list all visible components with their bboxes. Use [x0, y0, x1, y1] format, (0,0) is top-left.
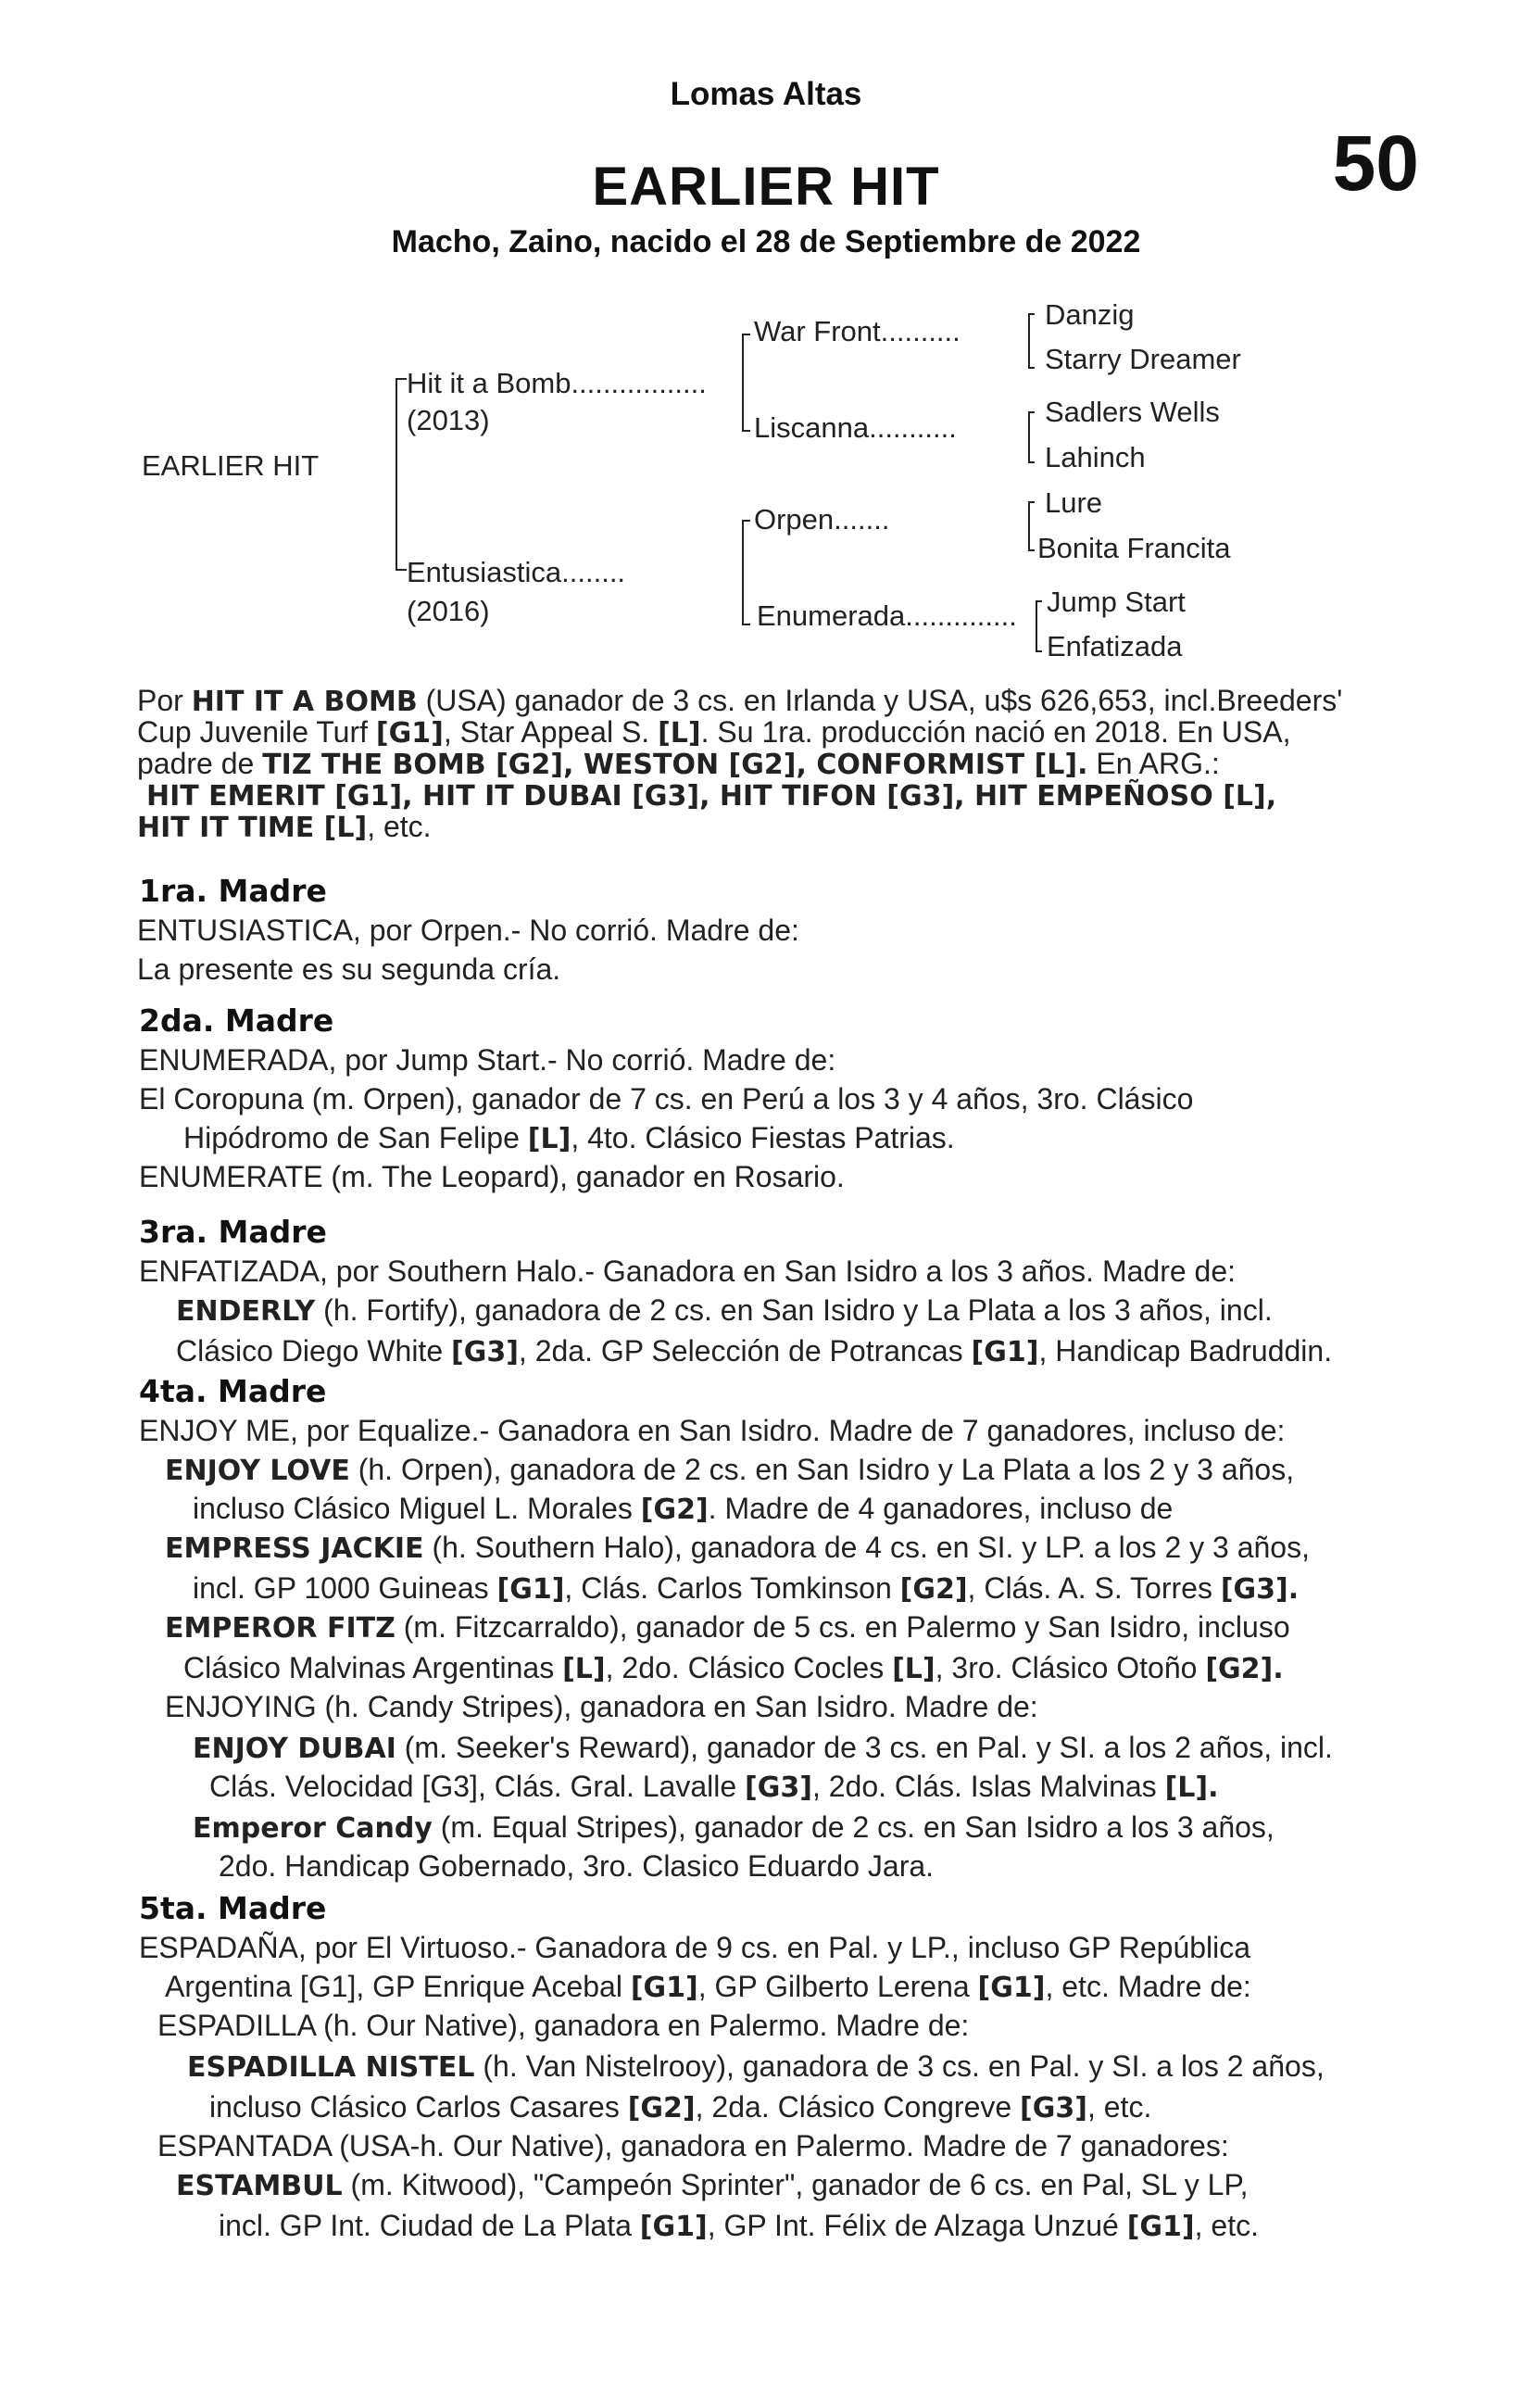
dam-line: ESPADILLA NISTEL (h. Van Nistelrooy), ganadora de 3 cs. en Pal. y SI. a los 2 años, [187, 2049, 1325, 2084]
bracket-line [1036, 600, 1042, 602]
bracket-line [742, 430, 750, 432]
dam-line: incl. GP Int. Ciudad de La Plata [G1], GP Int. Félix de Alzaga Unzué [G1], etc. [219, 2209, 1259, 2243]
pedigree-sds: Sadlers Wells [1045, 396, 1220, 428]
pedigree-dss: Lure [1045, 486, 1103, 519]
section-heading: 5ta. Madre [139, 1890, 327, 1926]
bracket-line [1028, 367, 1035, 369]
dam-line: Hipódromo de San Felipe [L], 4to. Clásico Fiestas Patrias. [183, 1121, 955, 1155]
dam-line: ESPADAÑA, por El Virtuoso.- Ganadora de 9 cs. en Pal. y LP., incluso GP República [139, 1931, 1251, 1964]
section-heading: 2da. Madre [139, 1002, 334, 1039]
bracket-line [742, 520, 750, 522]
lot-number: 50 [1332, 120, 1419, 207]
sire-line: padre de TIZ THE BOMB [G2], WESTON [G2], CONFORMIST [L]. En ARG.: [137, 747, 1220, 781]
bracket-line [396, 378, 407, 380]
bracket-line [742, 334, 744, 432]
dam-line: ENFATIZADA, por Southern Halo.- Ganadora en San Isidro a los 3 años. Madre de: [139, 1254, 1237, 1288]
dam-line: Clásico Diego White [G3], 2da. GP Selección de Potrancas [G1], Handicap Badruddin. [176, 1334, 1333, 1368]
pedigree-ssd: Starry Dreamer [1045, 343, 1241, 375]
dam-line: ESPADILLA (h. Our Native), ganadora en Palermo. Madre de: [157, 2009, 970, 2042]
bracket-line [396, 569, 407, 571]
dam-line: ENJOYING (h. Candy Stripes), ganadora en San Isidro. Madre de: [165, 1690, 1038, 1723]
dam-line: Argentina [G1], GP Enrique Acebal [G1], GP Gilberto Lerena [G1], etc. Madre de: [165, 1970, 1251, 2004]
dam-line: ENJOY DUBAI (m. Seeker's Reward), ganador de 3 cs. en Pal. y SI. a los 2 años, incl. [193, 1731, 1333, 1765]
bracket-line [1028, 411, 1035, 413]
haras-name: Lomas Altas [670, 76, 862, 112]
dam-line: La presente es su segunda cría. [137, 952, 561, 986]
dam-line: El Coropuna (m. Orpen), ganador de 7 cs. en Perú a los 3 y 4 años, 3ro. Clásico [139, 1082, 1194, 1116]
pedigree-sire-year: (2013) [407, 404, 490, 436]
dam-line: EMPEROR FITZ (m. Fitzcarraldo), ganador de 5 cs. en Palermo y San Isidro, incluso [165, 1610, 1290, 1645]
dam-line: ESPANTADA (USA-h. Our Native), ganadora en Palermo. Madre de 7 ganadores: [157, 2129, 1229, 2162]
pedigree-subject: EARLIER HIT [142, 449, 320, 482]
dam-line: EMPRESS JACKIE (h. Southern Halo), ganadora de 4 cs. en SI. y LP. a los 2 y 3 años, [165, 1531, 1310, 1565]
pedigree-ddd: Enfatizada [1047, 630, 1183, 662]
dam-line: incluso Clásico Carlos Casares [G2], 2da. Clásico Congreve [G3], etc. [209, 2090, 1152, 2124]
bracket-line [742, 334, 750, 335]
bracket-line [1028, 313, 1030, 369]
sire-line: Cup Juvenile Turf [G1], Star Appeal S. [L]. Su 1ra. producción nació en 2018. En USA, [137, 715, 1291, 750]
bracket-line [1028, 411, 1030, 463]
bracket-line [1028, 313, 1035, 315]
dam-line: 2do. Handicap Gobernado, 3ro. Clasico Eduardo Jara. [219, 1849, 935, 1883]
horse-description: Macho, Zaino, nacido el 28 de Septiembre de 2022 [391, 224, 1141, 259]
bracket-line [1028, 549, 1035, 551]
pedigree-sire-dam: Liscanna........... [754, 411, 957, 444]
pedigree-sdd: Lahinch [1045, 441, 1146, 473]
dam-line: ESTAMBUL (m. Kitwood), "Campeón Sprinter", ganador de 6 cs. en Pal, SL y LP, [176, 2168, 1249, 2202]
pedigree-dds: Jump Start [1047, 586, 1186, 618]
dam-line: ENDERLY (h. Fortify), ganadora de 2 cs. en San Isidro y La Plata a los 3 años, incl. [176, 1293, 1273, 1328]
bracket-line [1036, 650, 1042, 652]
dam-line: Emperor Candy (m. Equal Stripes), ganador de 2 cs. en San Isidro a los 3 años, [193, 1810, 1275, 1845]
pedigree-dam-year: (2016) [407, 595, 490, 627]
dam-line: ENUMERATE (m. The Leopard), ganador en Rosario. [139, 1160, 845, 1193]
pedigree-sire: Hit it a Bomb................. [407, 367, 707, 399]
bracket-line [1036, 600, 1037, 652]
section-heading: 3ra. Madre [139, 1214, 327, 1250]
dam-line: ENUMERADA, por Jump Start.- No corrió. Madre de: [139, 1043, 836, 1077]
pedigree-sire-sire: War Front.......... [754, 315, 961, 347]
section-heading: 1ra. Madre [139, 873, 327, 909]
pedigree-dsd: Bonita Francita [1037, 532, 1231, 564]
sire-line: HIT IT TIME [L], etc. [137, 810, 432, 844]
dam-line: ENJOY LOVE (h. Orpen), ganadora de 2 cs. en San Isidro y La Plata a los 2 y 3 años, [165, 1453, 1295, 1487]
pedigree-dam: Entusiastica........ [407, 556, 626, 588]
bracket-line [1028, 501, 1030, 551]
sire-line: HIT EMERIT [G1], HIT IT DUBAI [G3], HIT TIFON [G3], HIT EMPEÑOSO [L], [146, 780, 1277, 813]
section-heading: 4ta. Madre [139, 1373, 327, 1409]
sire-line: Por HIT IT A BOMB (USA) ganador de 3 cs. en Irlanda y USA, u$s 626,653, incl.Breeders' [137, 684, 1343, 718]
bracket-line [742, 624, 750, 625]
page-title: EARLIER HIT [592, 157, 940, 217]
pedigree-sss: Danzig [1045, 298, 1135, 331]
pedigree-dam-sire: Orpen....... [754, 503, 890, 536]
bracket-line [742, 520, 744, 625]
bracket-line [1028, 501, 1035, 503]
dam-line: ENJOY ME, por Equalize.- Ganadora en San Isidro. Madre de 7 ganadores, incluso de: [139, 1414, 1286, 1447]
dam-line: incl. GP 1000 Guineas [G1], Clás. Carlos Tomkinson [G2], Clás. A. S. Torres [G3]. [193, 1571, 1300, 1606]
dam-line: Clás. Velocidad [G3], Clás. Gral. Lavalle [G3], 2do. Clás. Islas Malvinas [L]. [209, 1770, 1219, 1804]
bracket-line [1028, 461, 1035, 463]
dam-line: Clásico Malvinas Argentinas [L], 2do. Clásico Cocles [L], 3ro. Clásico Otoño [G2]. [183, 1651, 1284, 1685]
pedigree-dam-dam: Enumerada.............. [757, 599, 1017, 632]
dam-line: ENTUSIASTICA, por Orpen.- No corrió. Madre de: [137, 914, 799, 947]
bracket-line [396, 378, 397, 571]
dam-line: incluso Clásico Miguel L. Morales [G2]. Madre de 4 ganadores, incluso de [193, 1492, 1174, 1526]
